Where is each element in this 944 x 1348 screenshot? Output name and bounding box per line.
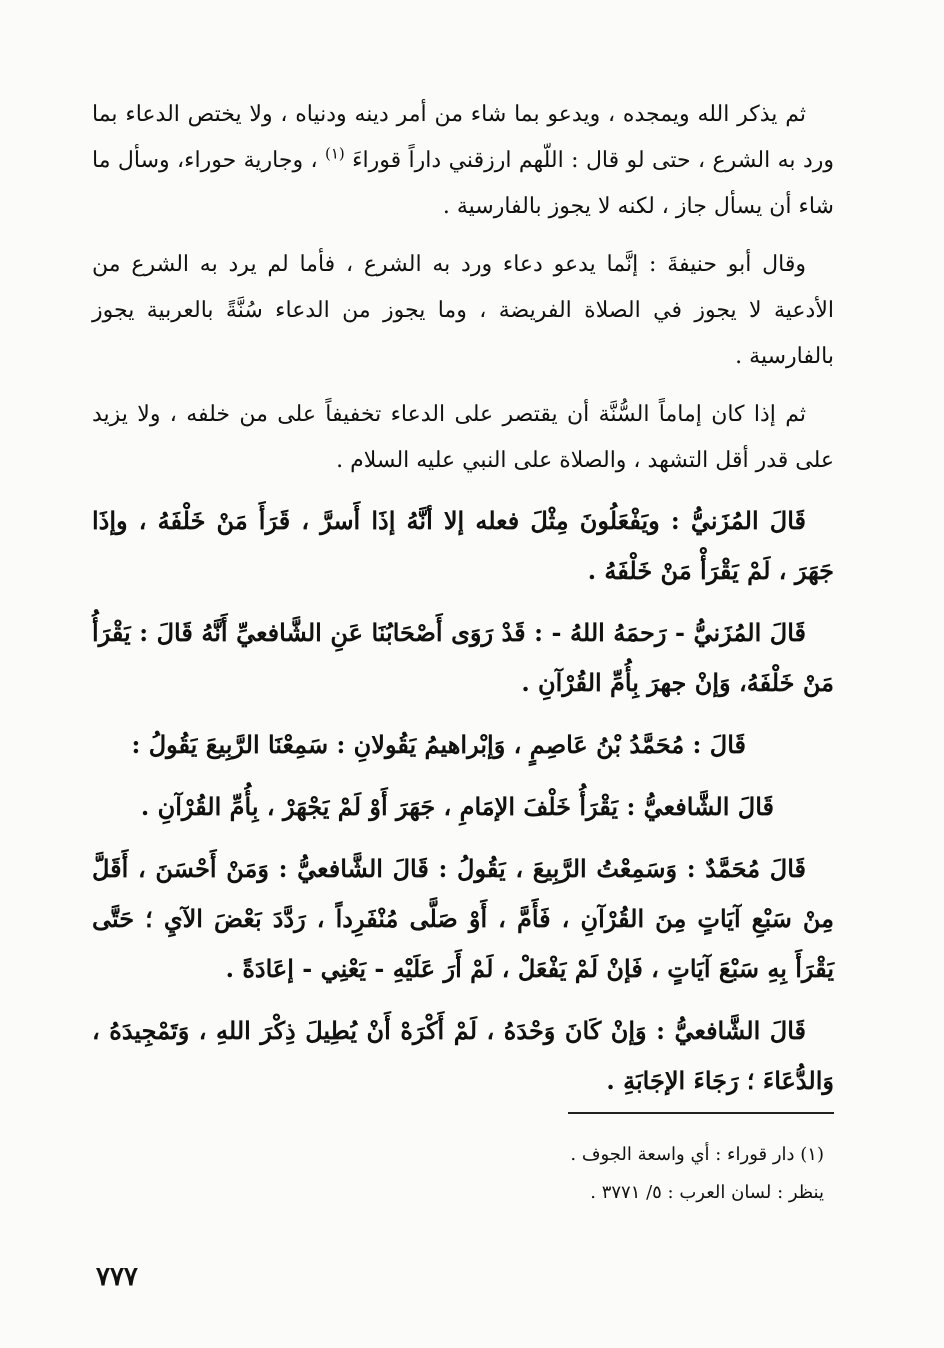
- paragraph-3: ثم إذا كان إماماً السُّنَّة أن يقتصر على الدعاء تخفيفاً على من خلفه ، ولا يزيد على قدر أقل التشهد ، والصلاة على النبي عليه السلام .: [92, 402, 834, 473]
- paragraph-1-text: ثم يذكر الله ويمجده ، ويدعو بما شاء من أمر دينه ودنياه ، ولا يختص الدعاء بما ورد به الشرع ، حتى لو قال : اللّهم ارزقني داراً قوراءَ: [92, 102, 834, 173]
- paragraph-2: وقال أبو حنيفةَ : إنَّما يدعو دعاء ورد به الشرع ، فأما لم يرد به الشرع من الأدعية لا يجوز في الصلاة الفريضة ، وما يجوز من الدعاء سُنَّةً بالعربية يجوز بالفارسية .: [92, 252, 834, 369]
- paragraph-9: قَالَ الشَّافعيُّ : وَإنْ كَانَ وَحْدَهُ ، لَمْ أَكْرَهْ أَنْ يُطِيلَ ذِكْرَ اللهِ ، وَتَمْجِيدَهُ ، وَالدُّعَاءَ ؛ رَجَاءَ الإجَابَةِ .: [92, 1016, 834, 1095]
- footnotes: [264, 1136, 824, 1212]
- footnote-divider: [568, 1112, 834, 1114]
- paragraph-6: قَالَ : مُحَمَّدُ بْنُ عَاصِمٍ ، وَإبْراهيمُ يَقُولانِ : سَمِعْنَا الرَّبِيعَ يَقُولُ :: [131, 730, 746, 759]
- main-text: [92, 92, 834, 1118]
- paragraph-4: قَالَ المُزَنيُّ : ويَفْعَلُونَ مِثْلَ فعله إلا أنَّهُ إذَا أَسرَّ ، قَرَأَ مَنْ خَلْفَهُ ، وإذَا جَهَرَ ، لَمْ يَقْرَأْ مَنْ خَلْفَهُ .: [92, 506, 834, 585]
- footnote-1: (١) دار قوراء : أي واسعة الجوف .: [570, 1144, 824, 1165]
- footnote-reference: (١): [324, 144, 345, 163]
- footnote-2: ينظر : لسان العرب : ٥/ ٣٧٧١ .: [590, 1182, 824, 1203]
- paragraph-1-end: ، وجارية حوراء، وسأل ما شاء أن يسأل جاز ، لكنه لا يجوز بالفارسية .: [92, 148, 834, 219]
- paragraph-1: [92, 92, 834, 230]
- paragraph-7: قَالَ الشَّافعيُّ : يَقْرَأُ خَلْفَ الإمَامِ ، جَهَرَ أَوْ لَمْ يَجْهَرْ ، بِأُمِّ القُرْآنِ .: [140, 792, 774, 821]
- paragraph-8: قَالَ مُحَمَّدٌ : وَسَمِعْتُ الرَّبِيعَ ، يَقُولُ : قَالَ الشَّافعيُّ : وَمَنْ أَحْسَنَ ، أَقَلَّ مِنْ سَبْعِ آيَاتٍ مِنَ القُرْآنِ ، فَأَمَّ ، أَوْ صَلَّى مُنْفَرِداً ، رَدَّدَ بَعْضَ الآيِ ؛ حَتَّى يَقْرَأَ بِهِ سَبْعَ آيَاتٍ ، فَإنْ لَمْ يَفْعَلْ ، لَمْ أَرَ عَلَيْهِ - يَعْنِي - إعَادَةً .: [92, 854, 834, 983]
- page-number: ٧٧٧: [96, 1262, 138, 1292]
- paragraph-5: قَالَ المُزَنيُّ - رَحمَهُ اللهُ - : قَدْ رَوَى أَصْحَابُنَا عَنِ الشَّافعيِّ أَنَّهُ قَالَ : يَقْرَأُ مَنْ خَلْفَهُ، وَإنْ جهرَ بِأُمِّ القُرْآنِ .: [92, 618, 834, 697]
